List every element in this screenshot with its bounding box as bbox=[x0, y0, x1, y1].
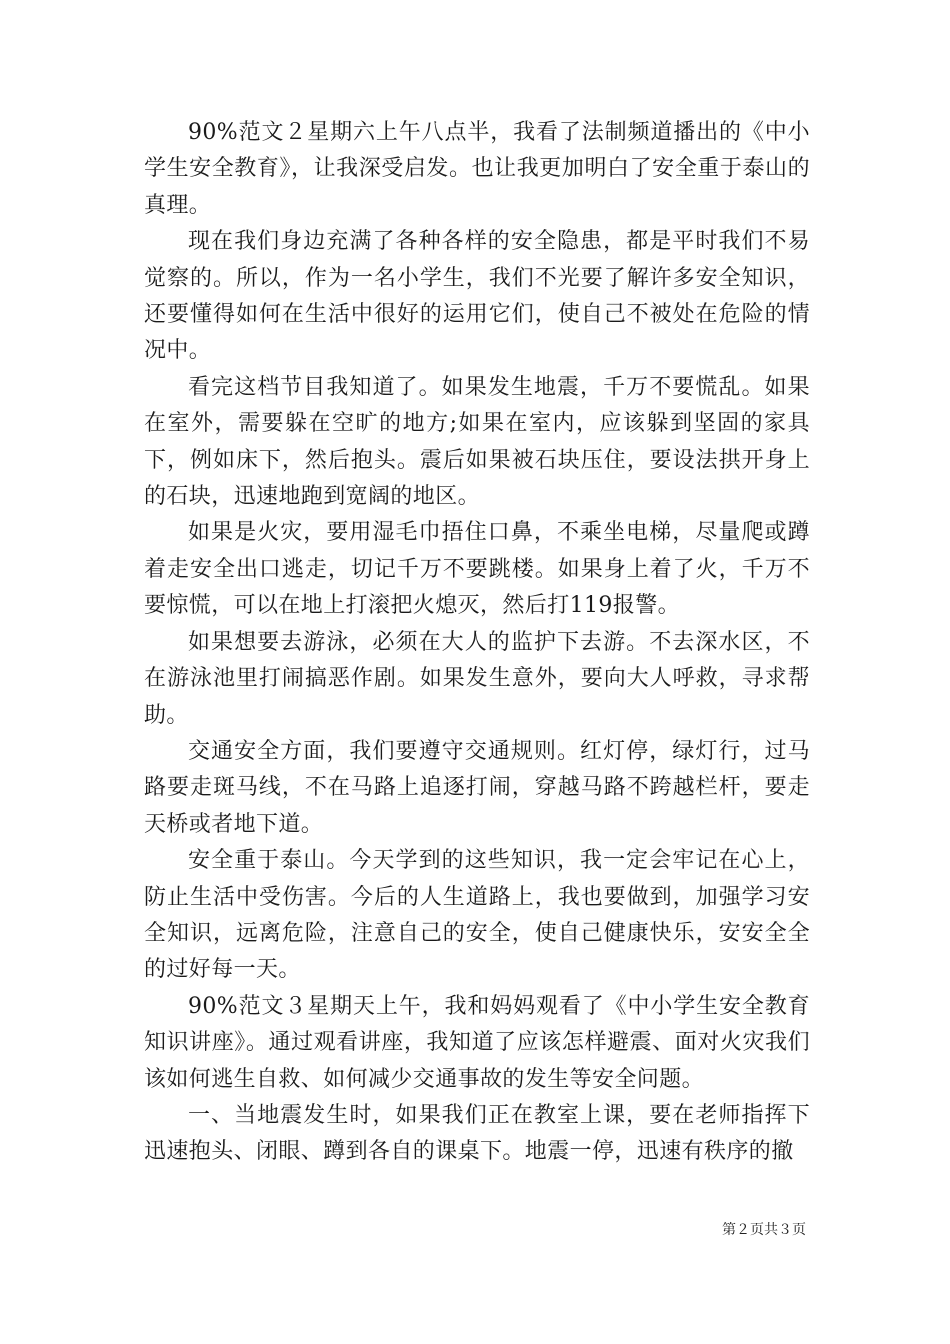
paragraph-1: 90%范文２星期六上午八点半，我看了法制频道播出的《中小学生安全教育》，让我深受启发。也让我更加明白了安全重于泰山的真理。 bbox=[144, 120, 810, 218]
paragraph-6: 交通安全方面，我们要遵守交通规则。红灯停，绿灯行，过马路要走斑马线，不在马路上追逐打闹，穿越马路不跨越栏杆，要走天桥或者地下道。 bbox=[144, 738, 810, 837]
document-body bbox=[144, 115, 810, 1171]
paragraph-5: 如果想要去游泳，必须在大人的监护下去游。不去深水区，不在游泳池里打闹搞恶作剧。如果发生意外，要向大人呼救，寻求帮助。 bbox=[144, 629, 810, 728]
paragraph-4: 如果是火灾，要用湿毛巾捂住口鼻，不乘坐电梯，尽量爬或蹲着走安全出口逃走，切记千万不要跳楼。如果身上着了火，千万不要惊慌，可以在地上打滚把火熄灭，然后打119报警。 bbox=[144, 520, 810, 619]
page-number: 第２页共３页 bbox=[722, 1222, 806, 1238]
paragraph-2: 现在我们身边充满了各种各样的安全隐患，都是平时我们不易觉察的。所以，作为一名小学生，我们不光要了解许多安全知识，还要懂得如何在生活中很好的运用它们，使自己不被处在危险的情况中。 bbox=[144, 229, 810, 364]
paragraph-3: 看完这档节目我知道了。如果发生地震，千万不要慌乱。如果在室外，需要躲在空旷的地方;如果在室内，应该躲到坚固的家具下，例如床下，然后抱头。震后如果被石块压住，要设法拱开身上的石块，迅速地跑到宽阔的地区。 bbox=[144, 374, 810, 510]
paragraph-7: 安全重于泰山。今天学到的这些知识，我一定会牢记在心上，防止生活中受伤害。今后的人生道路上，我也要做到，加强学习安全知识，远离危险，注意自己的安全，使自己健康快乐，安安全全的过好每一天。 bbox=[144, 848, 810, 983]
paragraph-9: 一、当地震发生时，如果我们正在教室上课，要在老师指挥下迅速抱头、闭眼、蹲到各自的课桌下。地震一停，迅速有秩序的撤 bbox=[144, 1102, 810, 1165]
paragraph-8: 90%范文３星期天上午，我和妈妈观看了《中小学生安全教育知识讲座》。通过观看讲座，我知道了应该怎样避震、面对火灾我们该如何逃生自救、如何减少交通事故的发生等安全问题。 bbox=[144, 993, 810, 1092]
